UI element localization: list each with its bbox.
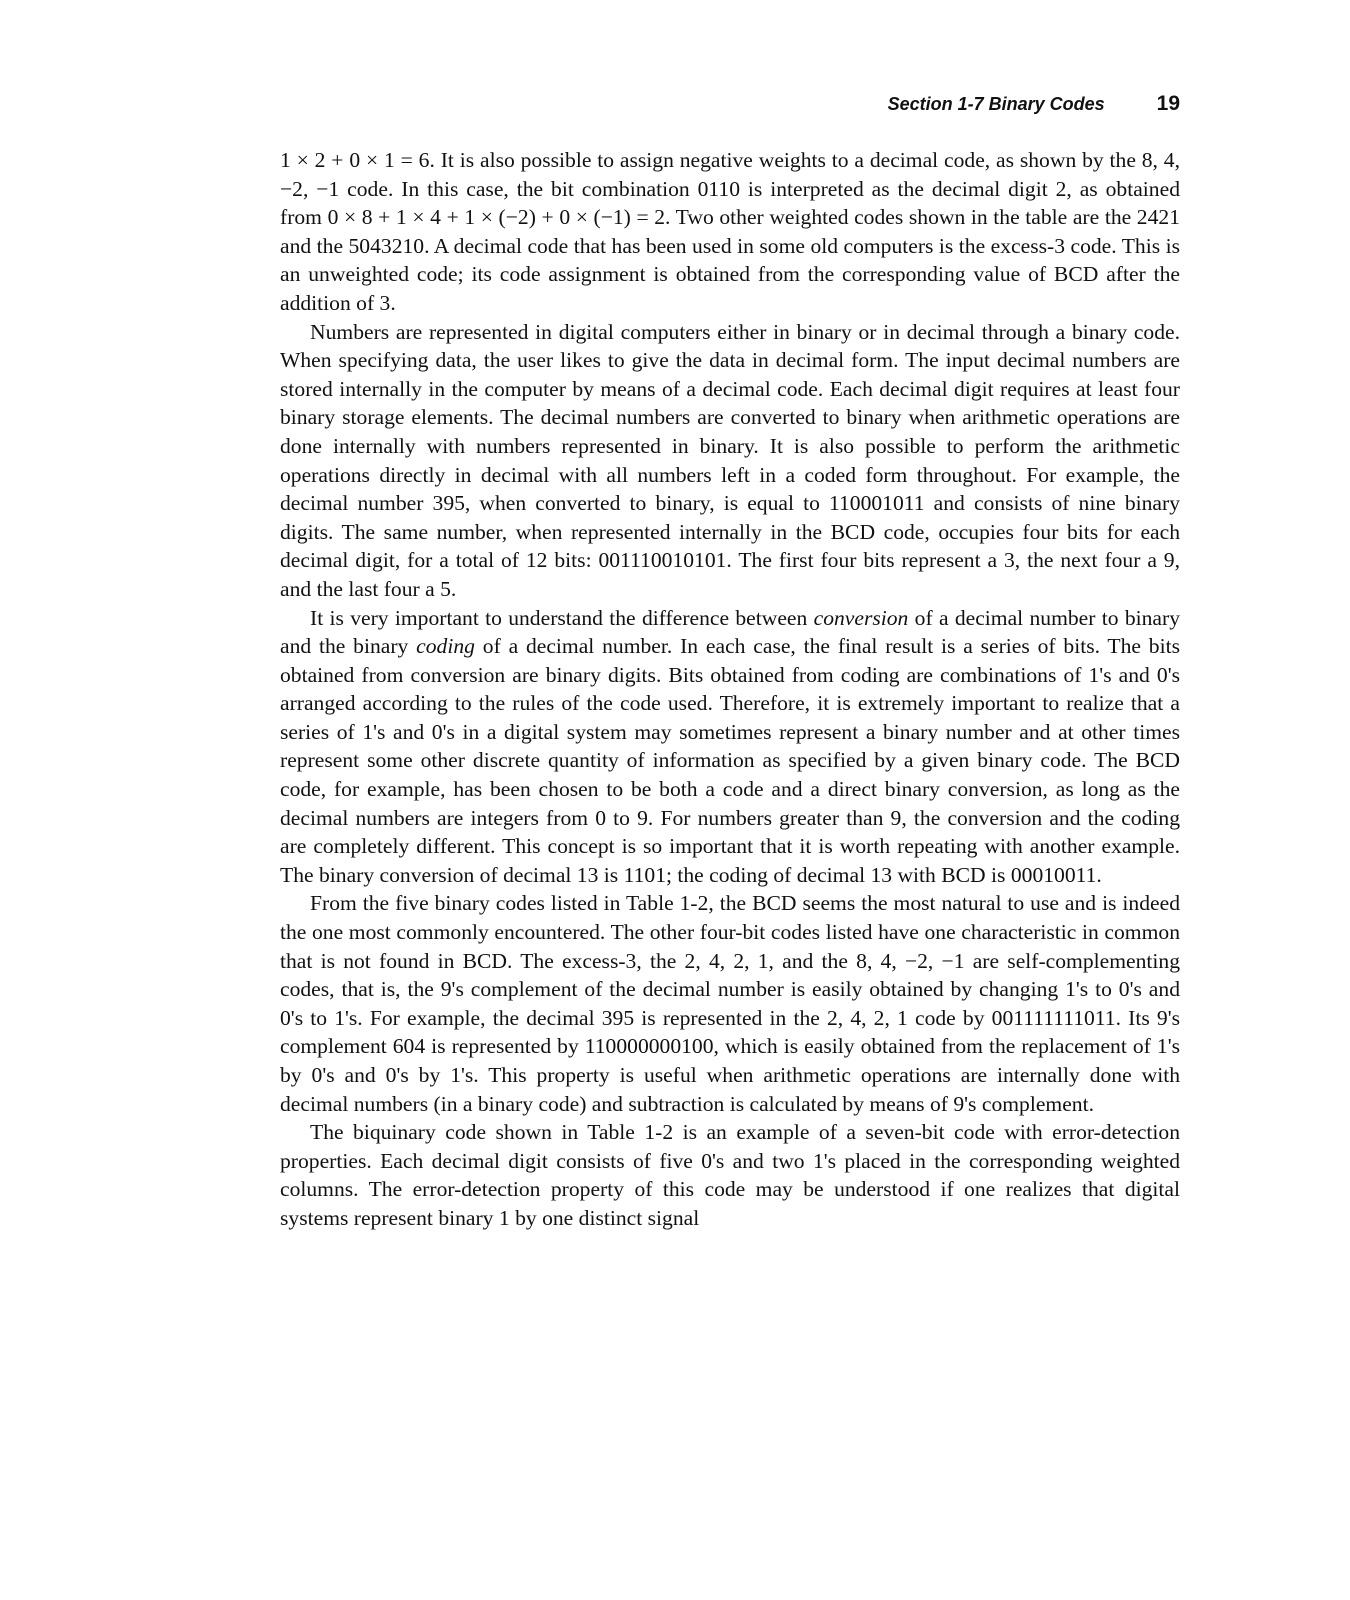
paragraph-3-text-b: of a decimal number to binary and the binary bbox=[280, 605, 1180, 659]
paragraph-3-text-a: It is very important to understand the difference between bbox=[310, 605, 814, 630]
paragraph-1: 1 × 2 + 0 × 1 = 6. It is also possible to assign negative weights to a decimal code, as shown by the 8, 4, −2, −1 code. In this case, the bit combination 0110 is interpreted as the decimal digit 2, as obtained from 0 × 8 + 1 × 4 + 1 × (−2) + 0 × (−1) = 2. Two other weighted codes shown in the table are the 2421 and the 5043210. A decimal code that has been used in some old computers is the excess-3 code. This is an unweighted code; its code assignment is obtained from the corresponding value of BCD after the addition of 3. bbox=[280, 148, 1180, 315]
paragraph-5: The biquinary code shown in Table 1-2 is an example of a seven-bit code with error-detection properties. Each decimal digit consists of five 0's and two 1's placed in the corresponding weighted columns. The error-detection property of this code may be understood if one realizes that digital systems represent binary 1 by one distinct signal bbox=[280, 1120, 1180, 1230]
paragraph-3 bbox=[280, 604, 1180, 890]
emphasis-conversion: conversion bbox=[813, 605, 909, 630]
paragraph-2: Numbers are represented in digital computers either in binary or in decimal through a binary code. When specifying data, the user likes to give the data in decimal form. The input decimal numbers are stored internally in the computer by means of a decimal code. Each decimal digit requires at least four binary storage elements. The decimal numbers are converted to binary when arithmetic operations are done internally with numbers represented in binary. It is also possible to perform the arithmetic operations directly in decimal with all numbers left in a coded form throughout. For example, the decimal number 395, when converted to binary, is equal to 110001011 and consists of nine binary digits. The same number, when represented internally in the BCD code, occupies four bits for each decimal digit, for a total of 12 bits: 001110010101. The first four bits represent a 3, the next four a 9, and the last four a 5. bbox=[280, 319, 1180, 601]
section-title: Section 1-7 Binary Codes bbox=[887, 94, 1105, 114]
emphasis-coding: coding bbox=[416, 634, 475, 659]
paragraph-3-text-c: of a decimal number. In each case, the final result is a series of bits. The bits obtained from conversion are binary digits. Bits obtained from coding are combinations of 1's and 0's arranged according to the rules of the code used. Therefore, it is extremely important to realize that a series of 1's and 0's in a digital system may sometimes represent a binary number and at other times represent some other discrete quantity of information as specified by a given binary code. The BCD code, for example, has been chosen to be both a code and a direct binary conversion, as long as the decimal numbers are integers from 0 to 9. For numbers greater than 9, the conversion and the coding are completely different. This concept is so important that it is worth repeating with another example. The binary conversion of decimal 13 is 1101; the coding of decimal 13 with BCD is 00010011. bbox=[280, 634, 1181, 887]
page-number: 19 bbox=[1156, 92, 1180, 115]
running-head bbox=[280, 92, 1180, 122]
paragraph-4: From the five binary codes listed in Table 1-2, the BCD seems the most natural to use and is indeed the one most commonly encountered. The other four-bit codes listed have one characteristic in common that is not found in BCD. The excess-3, the 2, 4, 2, 1, and the 8, 4, −2, −1 are self-complementing codes, that is, the 9's complement of the decimal number is easily obtained by changing 1's to 0's and 0's to 1's. For example, the decimal 395 is represented in the 2, 4, 2, 1 code by 001111111011. Its 9's complement 604 is represented by 110000000100, which is easily obtained from the replacement of 1's by 0's and 0's by 1's. This property is useful when arithmetic operations are internally done with decimal numbers (in a binary code) and subtraction is calculated by means of 9's complement. bbox=[280, 891, 1180, 1116]
body-text bbox=[280, 146, 1180, 1233]
